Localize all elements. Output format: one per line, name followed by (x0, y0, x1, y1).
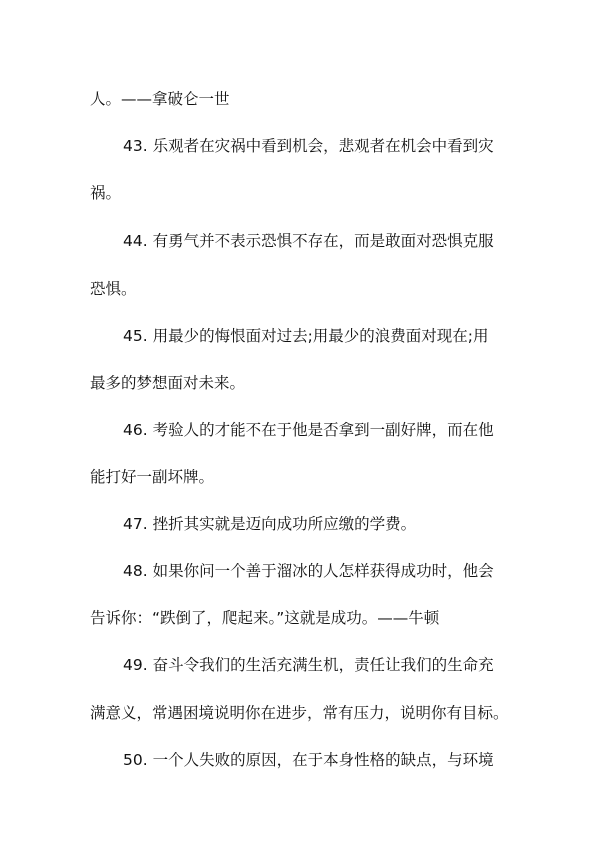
quote-46-line-1: 46. 考验人的才能不在于他是否拿到一副好牌，而在他 (123, 421, 494, 439)
quote-45-line-1: 45. 用最少的悔恨面对过去;用最少的浪费面对现在;用 (123, 327, 489, 345)
quote-43-line-2: 祸。 (90, 184, 122, 202)
text-line: 人。——拿破仑一世 (90, 90, 230, 108)
quote-44-line-2: 恐惧。 (90, 280, 137, 298)
quote-47-line-1: 47. 挫折其实就是迈向成功所应缴的学费。 (123, 515, 417, 533)
quote-45-line-2: 最多的梦想面对未来。 (90, 374, 246, 392)
quote-46-line-2: 能打好一副坏牌。 (90, 468, 215, 486)
quote-50-line-1: 50. 一个人失败的原因，在于本身性格的缺点，与环境 (123, 751, 494, 769)
quote-48-line-1: 48. 如果你问一个善于溜冰的人怎样获得成功时，他会 (123, 562, 494, 580)
quote-44-line-1: 44. 有勇气并不表示恐惧不存在，而是敢面对恐惧克服 (123, 232, 494, 250)
quote-48-line-2: 告诉你：“跌倒了，爬起来。”这就是成功。——牛顿 (90, 609, 440, 627)
quote-49-line-1: 49. 奋斗令我们的生活充满生机，责任让我们的生命充 (123, 656, 494, 674)
quote-49-line-2: 满意义，常遇困境说明你在进步，常有压力，说明你有目标。 (90, 704, 509, 722)
quote-43-line-1: 43. 乐观者在灾祸中看到机会，悲观者在机会中看到灾 (123, 137, 494, 155)
